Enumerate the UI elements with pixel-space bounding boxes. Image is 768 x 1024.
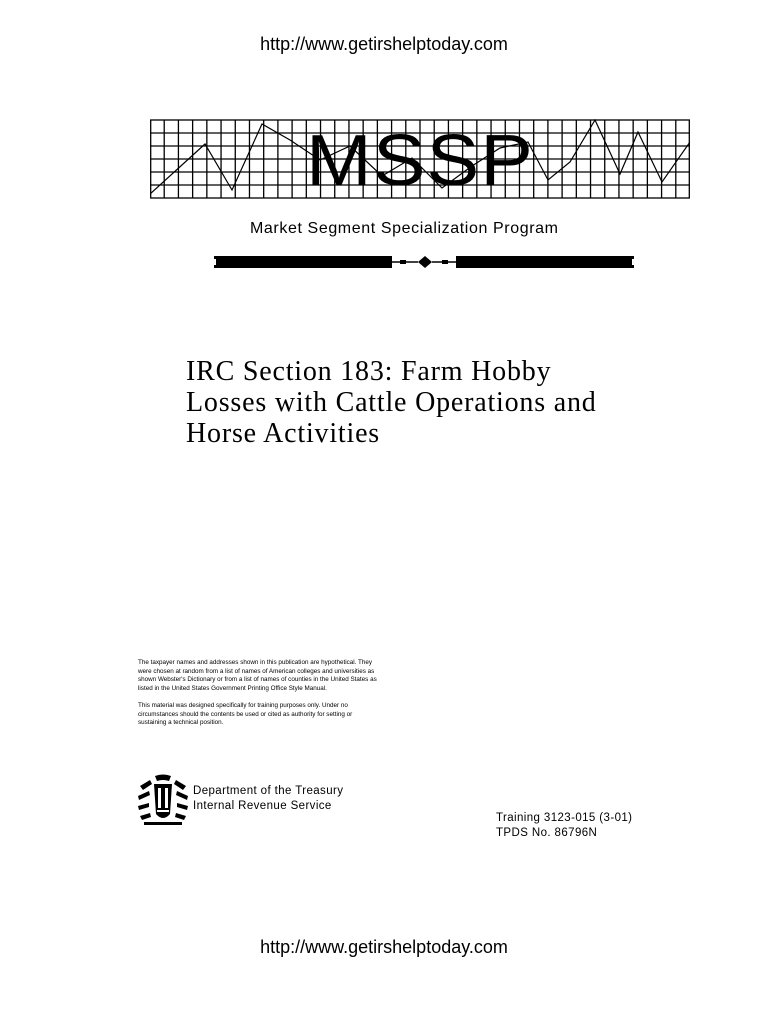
decorative-divider [214, 252, 634, 272]
mssp-wordmark: MSSP [306, 121, 534, 200]
agency-department: Department of the Treasury [193, 785, 344, 797]
title-line-3: Horse Activities [186, 418, 380, 449]
disclaimer-paragraph-2: This material was designed specifically for training purposes only. Under no circumstances should the contents be used or cited as authority for setting or sustaining a technical position. [138, 701, 353, 727]
training-number: Training 3123-015 (3-01) [496, 812, 633, 824]
program-name: Market Segment Specialization Program [250, 220, 559, 237]
mssp-logo [150, 118, 690, 200]
irs-eagle-seal-icon [136, 774, 190, 826]
tpds-number: TPDS No. 86796N [496, 827, 598, 839]
document-title [186, 356, 726, 449]
agency-block [193, 784, 343, 814]
disclaimer-paragraph-1: The taxpayer names and addresses shown in this publication are hypothetical. They were chosen at random from a list of names of American colleges and universities as shown Webster's Dictionary or from a list of names of counties in the United States as listed in the United States Government Printing Office Style Manual. [138, 659, 377, 693]
training-info [496, 811, 632, 841]
footer-url-link[interactable]: http://www.getirshelptoday.com [260, 937, 508, 957]
title-line-2: Losses with Cattle Operations and [186, 387, 597, 418]
agency-service: Internal Revenue Service [193, 800, 332, 812]
disclaimer-text [138, 659, 378, 736]
title-line-1: IRC Section 183: Farm Hobby [186, 356, 552, 387]
header-url-link[interactable]: http://www.getirshelptoday.com [260, 34, 508, 54]
